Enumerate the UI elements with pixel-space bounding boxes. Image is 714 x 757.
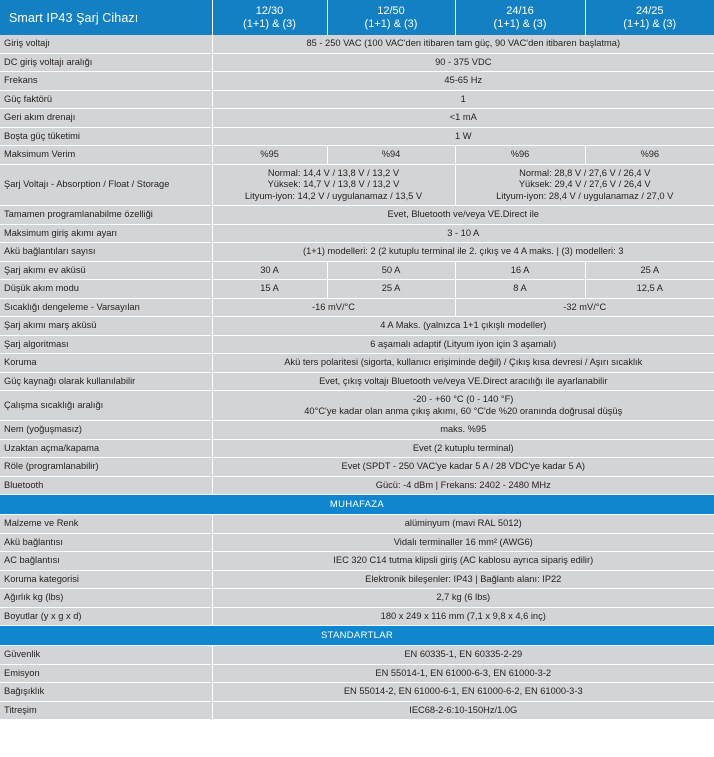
spec-value: 16 A (455, 261, 585, 280)
spec-label: Akü bağlantıları sayısı (0, 243, 212, 262)
spec-value: IEC68-2-6:10-150Hz/1.0G (212, 701, 714, 720)
spec-value: 85 - 250 VAC (100 VAC'den itibaren tam güç, 90 VAC'den itibaren başlatma) (212, 35, 714, 53)
spec-label: Koruma kategorisi (0, 570, 212, 589)
spec-value: maks. %95 (212, 421, 714, 440)
spec-label: Ağırlık kg (lbs) (0, 589, 212, 608)
spec-value: Evet, Bluetooth ve/veya VE.Direct ile (212, 206, 714, 225)
spec-label: Frekans (0, 72, 212, 91)
table-row (0, 109, 714, 128)
table-row (0, 164, 714, 206)
spec-value: 1 (212, 90, 714, 109)
spec-value: (1+1) modelleri: 2 (2 kutuplu terminal ile 2. çıkış ve 4 A maks. | (3) modelleri: 3 (212, 243, 714, 262)
spec-value: Vidalı terminaller 16 mm² (AWG6) (212, 533, 714, 552)
table-row (0, 683, 714, 702)
table-row (0, 354, 714, 373)
table-row (0, 146, 714, 165)
spec-value: %96 (455, 146, 585, 165)
table-row (0, 224, 714, 243)
table-row (0, 589, 714, 608)
spec-label: Düşük akım modu (0, 280, 212, 299)
spec-label: Şarj akımı ev aküsü (0, 261, 212, 280)
table-row (0, 90, 714, 109)
spec-value: <1 mA (212, 109, 714, 128)
spec-label: Geri akım drenajı (0, 109, 212, 128)
spec-value-line: Normal: 28,8 V / 27,6 V / 26,4 V (519, 167, 651, 178)
table-row (0, 701, 714, 720)
spec-value: Evet, çıkış voltajı Bluetooth ve/veya VE.Direct aracılığı ile ayarlanabilir (212, 372, 714, 391)
spec-value (212, 298, 455, 317)
spec-label: Uzaktan açma/kapama (0, 439, 212, 458)
spec-value: 180 x 249 x 116 mm (7,1 x 9,8 x 4,6 inç) (212, 607, 714, 626)
section-header-label: MUHAFAZA (0, 495, 714, 515)
spec-value-line: Yüksek: 29,4 V / 27,6 V / 26,4 V (518, 179, 651, 189)
spec-label: Bluetooth (0, 476, 212, 495)
spec-label: Boyutlar (y x g x d) (0, 607, 212, 626)
spec-value: EN 60335-1, EN 60335-2-29 (212, 646, 714, 665)
table-row (0, 476, 714, 495)
table-row (0, 206, 714, 225)
spec-value: 25 A (585, 261, 714, 280)
spec-value: 4 A Maks. (yalnızca 1+1 çıkışlı modeller) (212, 317, 714, 336)
spec-value: 3 - 10 A (212, 224, 714, 243)
table-row (0, 646, 714, 665)
model-variant: (1+1) & (3) (364, 17, 418, 30)
table-row (0, 439, 714, 458)
model-column-header (455, 0, 585, 35)
spec-value: 45-65 Hz (212, 72, 714, 91)
model-name: 24/16 (506, 4, 534, 17)
spec-value (455, 164, 714, 206)
table-row (0, 72, 714, 91)
model-name: 12/30 (255, 4, 284, 17)
spec-value: Gücü: -4 dBm | Frekans: 2402 - 2480 MHz (212, 476, 714, 495)
spec-value: 90 - 375 VDC (212, 53, 714, 72)
spec-value-line: Yüksek: 14,7 V / 13,8 V / 13,2 V (267, 179, 400, 189)
spec-label: Sıcaklığı dengeleme - Varsayılan (0, 298, 212, 317)
spec-value: alüminyum (mavi RAL 5012) (212, 515, 714, 534)
spec-value: 50 A (327, 261, 455, 280)
spec-value-line: -16 mV/°C (312, 301, 355, 312)
table-row (0, 243, 714, 262)
spec-value: EN 55014-2, EN 61000-6-1, EN 61000-6-2, EN 61000-3-3 (212, 683, 714, 702)
spec-label: Emisyon (0, 664, 212, 683)
spec-value: Elektronik bileşenler: IP43 | Bağlantı alanı: IP22 (212, 570, 714, 589)
spec-label: Bağışıklık (0, 683, 212, 702)
table-row (0, 421, 714, 440)
spec-value: 1 W (212, 127, 714, 146)
spec-value: 2,7 kg (6 lbs) (212, 589, 714, 608)
spec-label: AC bağlantısı (0, 552, 212, 571)
model-variant: (1+1) & (3) (243, 17, 296, 30)
model-column-header (585, 0, 714, 35)
spec-label: Maksimum giriş akımı ayarı (0, 224, 212, 243)
spec-value: 30 A (212, 261, 327, 280)
model-name: 12/50 (377, 4, 405, 17)
table-row (0, 570, 714, 589)
model-variant: (1+1) & (3) (493, 17, 547, 30)
table-row (0, 391, 714, 421)
spec-value-line: 40°C'ye kadar olan anma çıkış akımı, 60 °C'de %20 oranında doğrusal düşüş (304, 405, 623, 416)
table-row (0, 607, 714, 626)
spec-value-line: Lityum-iyon: 28,4 V / uygulanamaz / 27,0 V (496, 190, 674, 201)
spec-value (455, 298, 714, 317)
spec-value: Evet (2 kutuplu terminal) (212, 439, 714, 458)
spec-value-line: Lityum-iyon: 14,2 V / uygulanamaz / 13,5 V (244, 190, 423, 201)
spec-value: 12,5 A (585, 280, 714, 299)
spec-value: Evet (SPDT - 250 VAC'ye kadar 5 A / 28 VDC'ye kadar 5 A) (212, 458, 714, 477)
table-row (0, 127, 714, 146)
section-header-row (0, 495, 714, 515)
model-name: 24/25 (635, 4, 664, 17)
spec-value: %96 (585, 146, 714, 165)
spec-label: Tamamen programlanabilme özelliği (0, 206, 212, 225)
table-row (0, 335, 714, 354)
spec-value: EN 55014-1, EN 61000-6-3, EN 61000-3-2 (212, 664, 714, 683)
spec-value: IEC 320 C14 tutma klipsli giriş (AC kablosu ayrıca sipariş edilir) (212, 552, 714, 571)
spec-value: 15 A (212, 280, 327, 299)
spec-label: Akü bağlantısı (0, 533, 212, 552)
spec-value-line: Normal: 14,4 V / 13,8 V / 13,2 V (267, 167, 400, 178)
model-column-header (327, 0, 455, 35)
spec-label: Malzeme ve Renk (0, 515, 212, 534)
spec-label: Koruma (0, 354, 212, 373)
spec-label: DC giriş voltajı aralığı (0, 53, 212, 72)
section-header-label: STANDARTLAR (0, 626, 714, 646)
table-row (0, 53, 714, 72)
spec-value-line: -32 mV/°C (563, 301, 607, 312)
table-row (0, 372, 714, 391)
table-row (0, 280, 714, 299)
spec-value (212, 164, 455, 206)
spec-label: Güç kaynağı olarak kullanılabilir (0, 372, 212, 391)
table-row (0, 552, 714, 571)
spec-label: Çalışma sıcaklığı aralığı (0, 391, 212, 421)
spec-value: 6 aşamalı adaptif (Lityum iyon için 3 aşamalı) (212, 335, 714, 354)
model-variant: (1+1) & (3) (623, 17, 677, 30)
spec-label: Röle (programlanabilir) (0, 458, 212, 477)
spec-label: Nem (yoğuşmasız) (0, 421, 212, 440)
table-row (0, 317, 714, 336)
spec-label: Şarj algoritması (0, 335, 212, 354)
section-header-row (0, 626, 714, 646)
spec-value: 8 A (455, 280, 585, 299)
product-title: Smart IP43 Şarj Cihazı (9, 10, 139, 25)
spec-value: 25 A (327, 280, 455, 299)
spec-value (212, 391, 714, 421)
spec-label: Şarj akımı marş aküsü (0, 317, 212, 336)
model-column-header (212, 0, 327, 35)
table-header-row (0, 0, 714, 35)
spec-label: Boşta güç tüketimi (0, 127, 212, 146)
spec-label: Maksimum Verim (0, 146, 212, 165)
spec-value: Akü ters polaritesi (sigorta, kullanıcı erişiminde değil) / Çıkış kısa devresi / Aşırı sıcaklık (212, 354, 714, 373)
table-row (0, 35, 714, 53)
spec-value: %95 (212, 146, 327, 165)
table-row (0, 261, 714, 280)
table-row (0, 664, 714, 683)
spec-label: Titreşim (0, 701, 212, 720)
table-row (0, 458, 714, 477)
spec-label: Giriş voltajı (0, 35, 212, 53)
spec-label: Şarj Voltajı - Absorption / Float / Storage (0, 164, 212, 206)
table-row (0, 515, 714, 534)
spec-label: Güvenlik (0, 646, 212, 665)
spec-label: Güç faktörü (0, 90, 212, 109)
spec-value: %94 (327, 146, 455, 165)
table-row (0, 298, 714, 317)
spec-value-line: -20 - +60 °C (0 - 140 °F) (413, 394, 514, 404)
table-row (0, 533, 714, 552)
